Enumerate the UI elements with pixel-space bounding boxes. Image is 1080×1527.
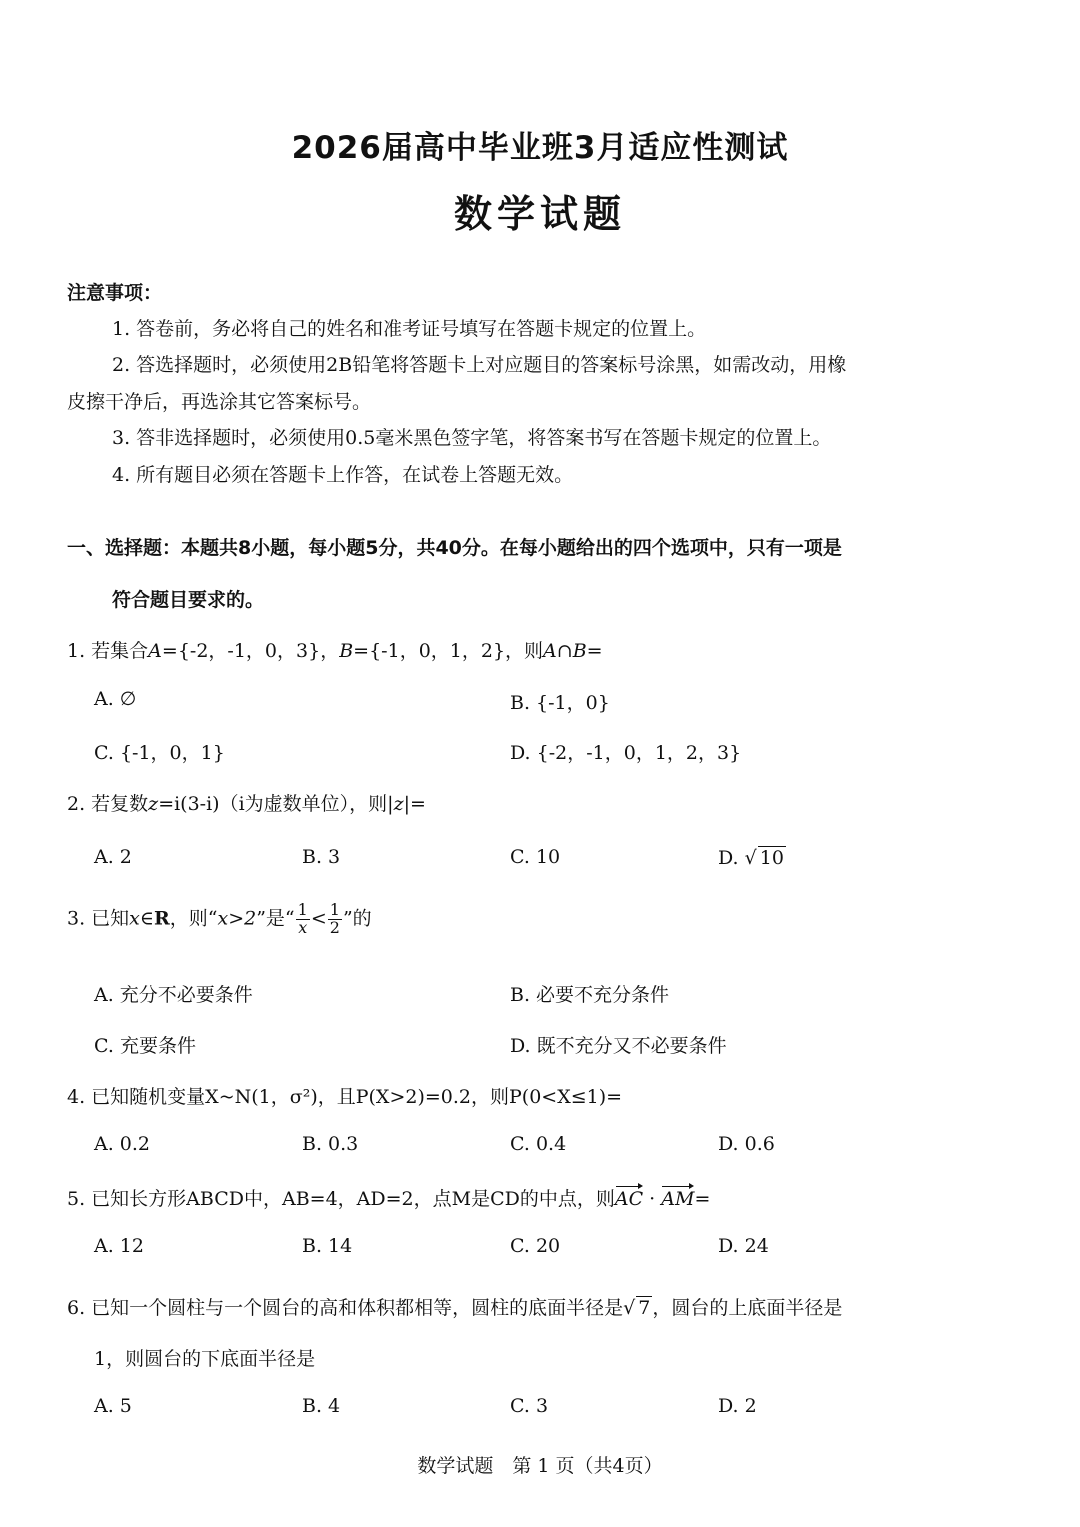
- q6-option-c: C. 3: [510, 1395, 549, 1417]
- q4-option-b: B. 0.3: [302, 1133, 359, 1155]
- q3-option-c: C. 充要条件: [94, 1035, 196, 1057]
- q5-option-d: D. 24: [718, 1235, 769, 1257]
- q3-option-b: B. 必要不充分条件: [510, 984, 670, 1006]
- notice-item-2-line2: 皮擦干净后，再选涂其它答案标号。: [67, 391, 372, 413]
- question-6-stem-line1: 6. 已知一个圆柱与一个圆台的高和体积都相等，圆柱的底面半径是√ 7 ，圆台的上底面半径是: [67, 1297, 843, 1319]
- q3-option-a: A. 充分不必要条件: [94, 984, 253, 1006]
- fraction-1-over-x: $\frac{1}{x}$: [297, 900, 308, 937]
- q2-option-d: D. √ 10: [718, 847, 784, 869]
- q2-option-b: B. 3: [302, 846, 341, 868]
- q1-option-c: C. {-1，0，1}: [94, 742, 225, 764]
- q1-option-b: B. {-1，0}: [510, 692, 610, 714]
- fraction-1-over-2: $\frac{1}{2}$: [329, 900, 340, 937]
- q4-option-c: C. 0.4: [510, 1133, 567, 1155]
- q1-option-d: D. {-2，-1，0，1，2，3}: [510, 742, 742, 764]
- q5-option-c: C. 20: [510, 1235, 561, 1257]
- question-4-stem: 4. 已知随机变量X~N(1，σ²)，且P(X>2)=0.2，则P(0<X≤1)=: [67, 1086, 623, 1108]
- notice-item-2-line1: 2. 答选择题时，必须使用2B铅笔将答题卡上对应题目的答案标号涂黑，如需改动，用橡: [112, 354, 847, 376]
- notice-item-1: 1. 答卷前，务必将自己的姓名和准考证号填写在答题卡规定的位置上。: [112, 318, 707, 340]
- question-2-stem: 2. 若复数z=i(3-i)（i为虚数单位），则|z|=: [67, 793, 426, 815]
- q3-option-d: D. 既不充分又不必要条件: [510, 1035, 727, 1057]
- q4-option-d: D. 0.6: [718, 1133, 775, 1155]
- section-heading-line1: 一、选择题：本题共8小题，每小题5分，共40分。在每小题给出的四个选项中，只有一项是: [67, 537, 842, 559]
- section-heading-line2: 符合题目要求的。: [112, 589, 265, 611]
- q1-option-a: A. ∅: [94, 688, 137, 710]
- q6-option-d: D. 2: [718, 1395, 757, 1417]
- vector-am: AM: [661, 1188, 695, 1210]
- notice-item-3: 3. 答非选择题时，必须使用0.5毫米黑色签字笔，将答案书写在答题卡规定的位置上。: [112, 427, 832, 449]
- q2-option-a: A. 2: [94, 846, 132, 868]
- notice-item-4: 4. 所有题目必须在答题卡上作答，在试卷上答题无效。: [112, 464, 574, 486]
- page-footer: 数学试题 第 1 页（共4页）: [417, 1455, 663, 1477]
- question-5-stem: 5. 已知长方形ABCD中，AB=4，AD=2，点M是CD的中点，则AC · AM=: [67, 1188, 711, 1210]
- question-6-stem-line2: 1，则圆台的下底面半径是: [94, 1348, 316, 1370]
- exam-title: 2026届高中毕业班3月适应性测试: [291, 130, 789, 166]
- q4-option-a: A. 0.2: [94, 1133, 151, 1155]
- q2-option-c: C. 10: [510, 846, 561, 868]
- q5-option-a: A. 12: [94, 1235, 144, 1257]
- notice-heading: 注意事项：: [67, 282, 163, 304]
- q6-option-a: A. 5: [94, 1395, 132, 1417]
- question-3-stem: 3. 已知x∈R，则“x>2”是“ $\frac{1}{x}$ < $\frac{1}{2}$ ”的: [67, 900, 372, 937]
- q6-option-b: B. 4: [302, 1395, 341, 1417]
- question-1-stem: 1. 若集合A={-2，-1，0，3}，B={-1，0，1，2}，则A∩B=: [67, 640, 603, 662]
- subject-title: 数学试题: [453, 192, 626, 236]
- q5-option-b: B. 14: [302, 1235, 353, 1257]
- vector-ac: AC: [614, 1188, 644, 1210]
